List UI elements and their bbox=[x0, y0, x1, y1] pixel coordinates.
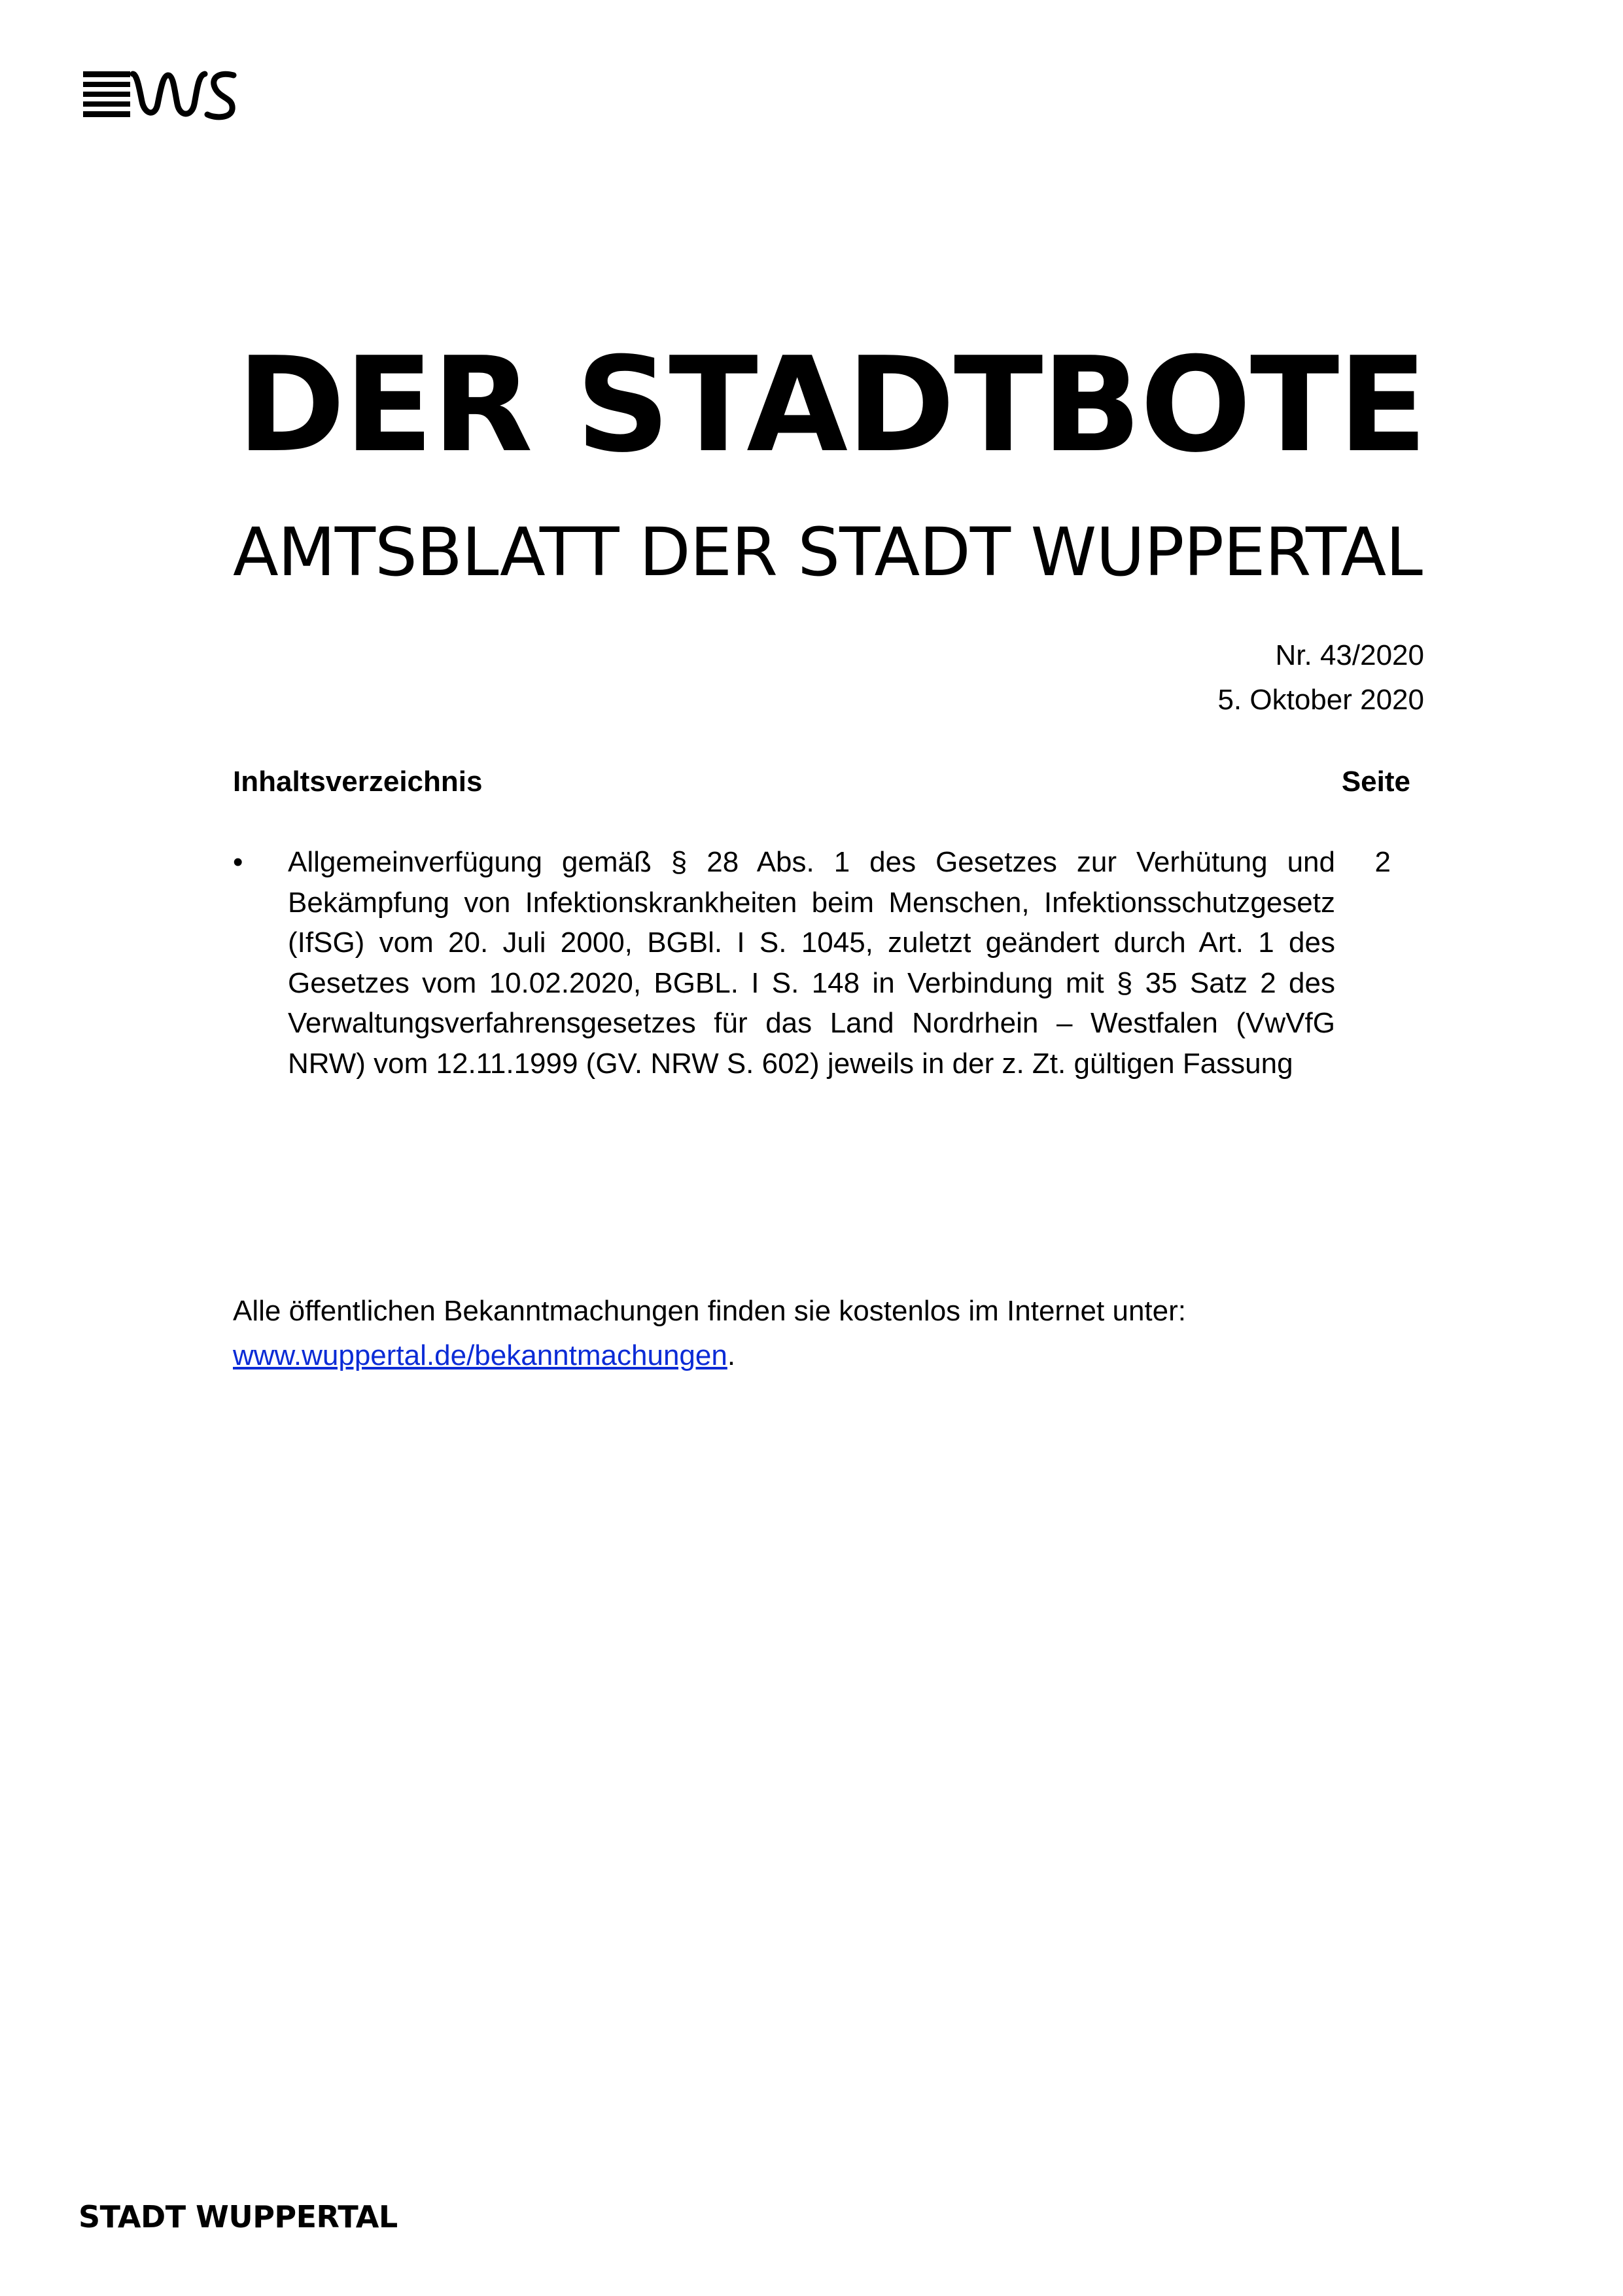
notice bbox=[233, 1289, 1476, 1378]
notice-link-line bbox=[233, 1333, 1476, 1378]
footer-brand: STADT WUPPERTAL bbox=[79, 2199, 398, 2234]
toc-item-text: Allgemeinverfügung gemäß § 28 Abs. 1 des Gesetzes zur Verhütung und Bekämpfung von Infektionskrankheiten beim Menschen, Infektionsschutzgesetz (IfSG) vom 20. Juli 2000, BGBl. I S. 1045, zuletzt geändert durch Art. 1 des Gesetzes vom 10.02.2020, BGBL. I S. 148 in Verbindung mit § 35 Satz 2 des Verwaltungsverfahrensgesetzes für das Land Nordrhein – Westfalen (VwVfG NRW) vom 12.11.1999 (GV. NRW S. 602) jeweils in der z. Zt. gültigen Fassung bbox=[288, 846, 1335, 1080]
toc-title: Inhaltsverzeichnis bbox=[233, 766, 483, 798]
bekanntmachungen-link[interactable]: www.wuppertal.de/bekanntmachungen bbox=[233, 1339, 727, 1371]
bullet-icon: • bbox=[233, 846, 243, 878]
masthead-title: DER STADTBOTE bbox=[237, 329, 1426, 482]
issue-number: Nr. 43/2020 bbox=[1275, 639, 1424, 671]
notice-text: Alle öffentlichen Bekanntmachungen finden sie kostenlos im Internet unter: bbox=[233, 1295, 1186, 1327]
city-logo-icon bbox=[82, 69, 239, 121]
notice-link-suffix: . bbox=[727, 1339, 736, 1371]
issue-date: 5. Oktober 2020 bbox=[1217, 684, 1424, 716]
toc-list bbox=[233, 842, 1410, 1084]
masthead-subtitle: AMTSBLATT DER STADT WUPPERTAL bbox=[233, 514, 1422, 592]
toc-item bbox=[233, 842, 1410, 1084]
issue-meta bbox=[1217, 633, 1424, 722]
toc-item-page: 2 bbox=[1374, 846, 1391, 878]
toc-page-label: Seite bbox=[1341, 766, 1410, 798]
